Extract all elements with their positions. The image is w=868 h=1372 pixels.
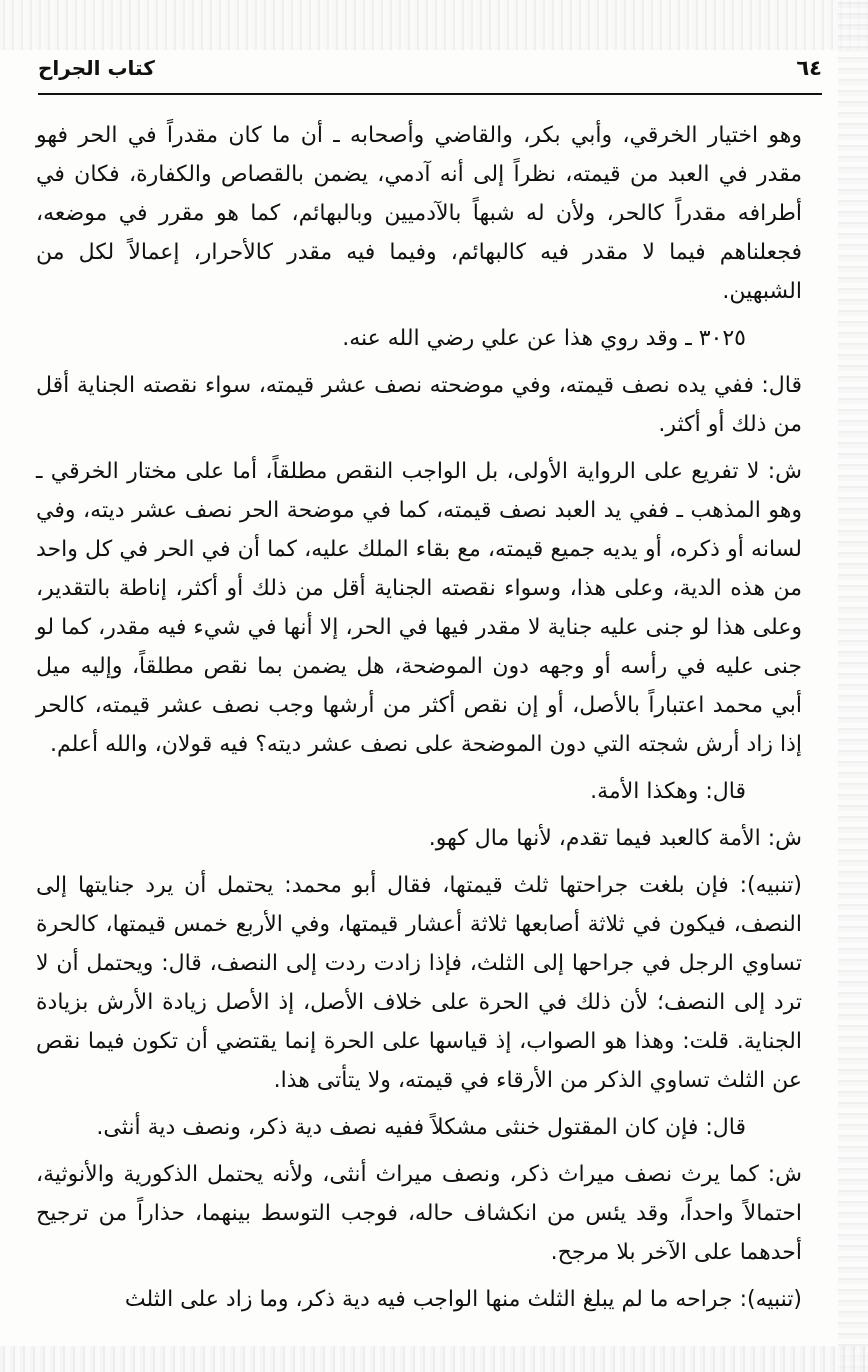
paragraph-sharh: ش: كما يرث نصف ميراث ذكر، ونصف ميراث أنثى، ولأنه يحتمل الذكورية والأنوثية، احتمالاً واحداً، وقد يئس من انكشاف حاله، فوجب التوسط بينهما، حذاراً من ترجيح أحدهما على الآخر بلا مرجح. [36, 1162, 802, 1265]
running-header [38, 52, 822, 94]
paragraph-matn: قال: وهكذا الأمة. [590, 779, 746, 804]
paragraph-sharh: ش: لا تفريع على الرواية الأولى، بل الواجب النقص مطلقاً، أما على مختار الخرقي ـ وهو المذهب ـ ففي يد العبد نصف قيمته، كما في موضحة الحر نصف عشر ديته، وفي لسانه أو ذكره، أو يديه جميع قيمته، مع بقاء الملك عليه، كما أن في الحر في كل واحد من هذه الدية، وعلى هذا، وسواء نقصته الجناية أقل من ذلك أو أكثر، إناطة بالتقدير، وعلى هذا لو جنى عليه جناية لا مقدر فيها في الحر، إلا أنها في شيء فيه مقدر، كما لو جنى عليه في رأسه أو وجهه دون الموضحة، هل يضمن بما نقص مطلقاً، وإليه ميل أبي محمد اعتباراً بالأصل، أو إن نقص أكثر من أرشها وجب نصف عشر قيمته، كالحر إذا زاد أرش شجته التي دون الموضحة على نصف عشر ديته؟ فيه قولان، والله أعلم. [36, 459, 802, 757]
paragraph-sharh: ش: الأمة كالعبد فيما تقدم، لأنها مال كهو. [428, 826, 802, 851]
paragraph-hadith-number: ٣٠٢٥ ـ وقد روي هذا عن علي رضي الله عنه. [342, 326, 746, 351]
book-title: كتاب الجراح [38, 56, 155, 80]
body-text [36, 116, 802, 1327]
paragraph-note: (تنبيه): جراحه ما لم يبلغ الثلث منها الواجب فيه دية ذكر، وما زاد على الثلث [124, 1287, 802, 1312]
scan-noise-edge [838, 0, 868, 1372]
page-number: ٦٤ [796, 56, 822, 80]
paragraph-matn: قال: ففي يده نصف قيمته، وفي موضحته نصف عشر قيمته، سواء نقصته الجناية أقل من ذلك أو أكثر. [36, 373, 802, 437]
header-divider [38, 93, 822, 95]
paragraph: وهو اختيار الخرقي، وأبي بكر، والقاضي وأصحابه ـ أن ما كان مقدراً في الحر فهو مقدر في العبد من قيمته، نظراً إلى أنه آدمي، يضمن بالقصاص والكفارة، فكان في أطرافه مقدراً كالحر، ولأن له شبهاً بالآدميين وبالبهائم، كما هو مقرر في موضعه، فجعلناهم فيما لا مقدر فيه كالبهائم، وفيما فيه مقدر كالأحرار، إعمالاً لكل من الشبهين. [36, 123, 802, 304]
paragraph-matn: قال: فإن كان المقتول خنثى مشكلاً ففيه نصف دية ذكر، ونصف دية أنثى. [96, 1115, 746, 1140]
scan-noise-bottom [0, 1346, 868, 1372]
paragraph-note: (تنبيه): فإن بلغت جراحتها ثلث قيمتها، فقال أبو محمد: يحتمل أن يرد جنايتها إلى النصف، فيكون في ثلاثة أصابعها ثلاثة أعشار قيمتها، وفي الأربع خمس قيمتها، كالحرة تساوي الرجل في جراحها إلى الثلث، فإذا زادت ردت إلى النصف، قال: ويحتمل أن لا ترد إلى النصف؛ لأن ذلك في الحرة على خلاف الأصل، إذ الأصل زيادة الأرش بزيادة الجناية. قلت: وهذا هو الصواب، إذ قياسها على الحرة إنما يقتضي أن تكون فيما نقص عن الثلث تساوي الذكر من الأرقاء في قيمته، ولا يتأتى هذا. [36, 873, 802, 1093]
scan-noise-top [0, 0, 868, 50]
